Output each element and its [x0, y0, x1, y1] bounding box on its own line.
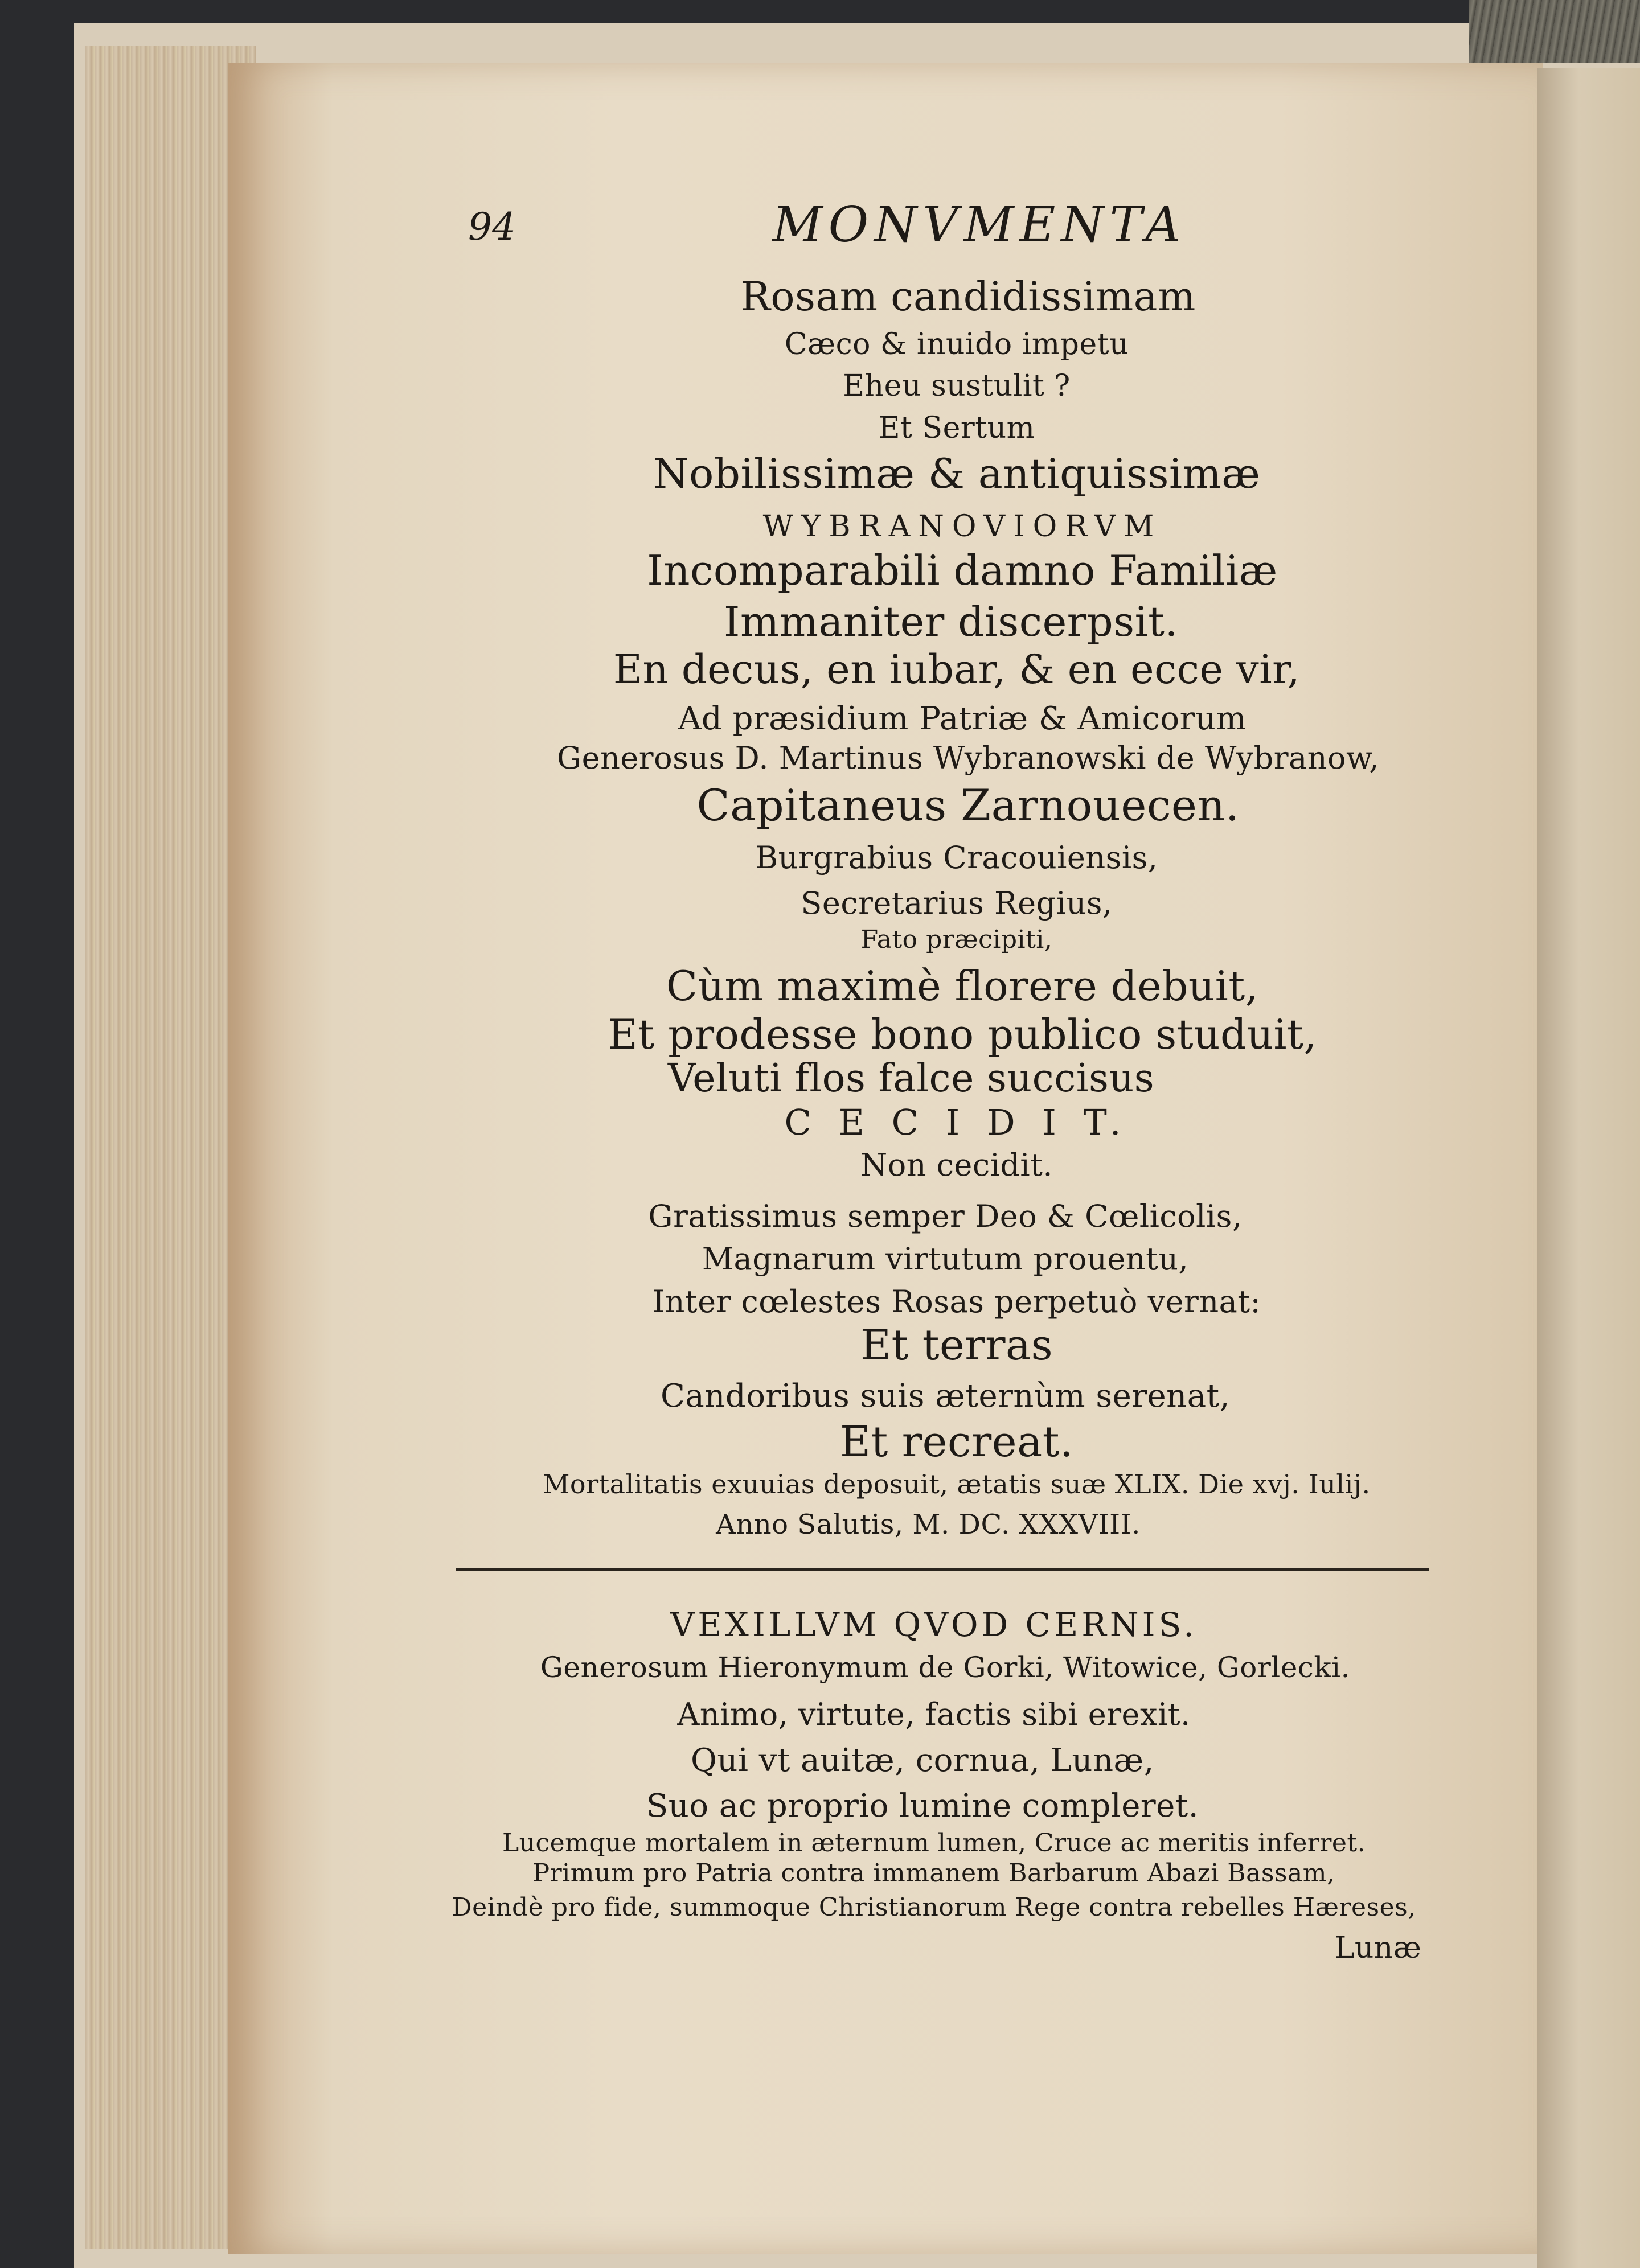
- vexillum-line-6: Lucemque mortalem in æternum lumen, Cruce ac meritis inferret.: [502, 1829, 1366, 1858]
- line-5: Nobilissimæ & antiquissimæ: [653, 450, 1261, 498]
- line-24: Et terras: [860, 1321, 1053, 1370]
- line-2: Cæco & inuido impetu: [784, 327, 1129, 361]
- line-23: Inter cœlestes Rosas perpetuò vernat:: [652, 1284, 1261, 1320]
- line-10: Ad præsidium Patriæ & Amicorum: [678, 700, 1247, 737]
- catchword: Lunæ: [1334, 1931, 1422, 1965]
- vexillum-heading: VEXILLVM QVOD CERNIS.: [670, 1605, 1198, 1644]
- line-26: Et recreat.: [840, 1418, 1073, 1466]
- line-25: Candoribus suis æternùm serenat,: [661, 1378, 1230, 1415]
- line-9: En decus, en iubar, & en ecce vir,: [613, 646, 1301, 693]
- line-16: Cùm maximè florere debuit,: [666, 962, 1259, 1010]
- line-14: Secretarius Regius,: [801, 885, 1113, 921]
- line-27: Mortalitatis exuuias deposuit, ætatis suæ XLIX. Die xvj. Iulij.: [543, 1469, 1371, 1499]
- line-11: Generosus D. Martinus Wybranowski de Wybranow,: [556, 740, 1380, 776]
- vexillum-line-4: Qui vt auitæ, cornua, Lunæ,: [691, 1742, 1154, 1779]
- line-4: Et Sertum: [878, 411, 1035, 445]
- vexillum-line-8: Deindè pro fide, summoque Christianorum Rege contra rebelles Hæreses,: [452, 1893, 1416, 1922]
- line-6: WYBRANOVIORVM: [762, 510, 1162, 544]
- line-22: Magnarum virtutum prouentu,: [702, 1241, 1189, 1277]
- line-18: Veluti flos falce succisus: [667, 1056, 1155, 1101]
- vexillum-line-7: Primum pro Patria contra immanem Barbarum Abazi Bassam,: [532, 1859, 1335, 1888]
- line-17: Et prodesse bono publico studuit,: [608, 1010, 1317, 1058]
- line-8: Immaniter discerpsit.: [724, 598, 1178, 646]
- line-20: Non cecidit.: [860, 1147, 1053, 1183]
- line-7: Incomparabili damno Familiæ: [647, 547, 1278, 594]
- line-28: Anno Salutis, M. DC. XXXVIII.: [716, 1509, 1141, 1540]
- line-13: Burgrabius Cracouiensis,: [755, 840, 1158, 876]
- vexillum-line-3: Animo, virtute, factis sibi erexit.: [677, 1696, 1191, 1732]
- vexillum-line-5: Suo ac proprio lumine compleret.: [646, 1788, 1199, 1825]
- line-3: Eheu sustulit ?: [843, 369, 1071, 403]
- line-19: C E C I D I T.: [784, 1102, 1129, 1143]
- line-21: Gratissimus semper Deo & Cœlicolis,: [648, 1198, 1243, 1234]
- line-1: Rosam candidissimam: [740, 273, 1196, 320]
- running-head: MONVMENTA: [772, 196, 1187, 253]
- vexillum-line-2: Generosum Hieronymum de Gorki, Witowice, Gorlecki.: [540, 1651, 1351, 1684]
- section-divider: [456, 1568, 1429, 1571]
- line-15: Fato præcipiti,: [860, 925, 1053, 954]
- line-12: Capitaneus Zarnouecen.: [696, 780, 1240, 831]
- page-number: 94: [468, 205, 516, 249]
